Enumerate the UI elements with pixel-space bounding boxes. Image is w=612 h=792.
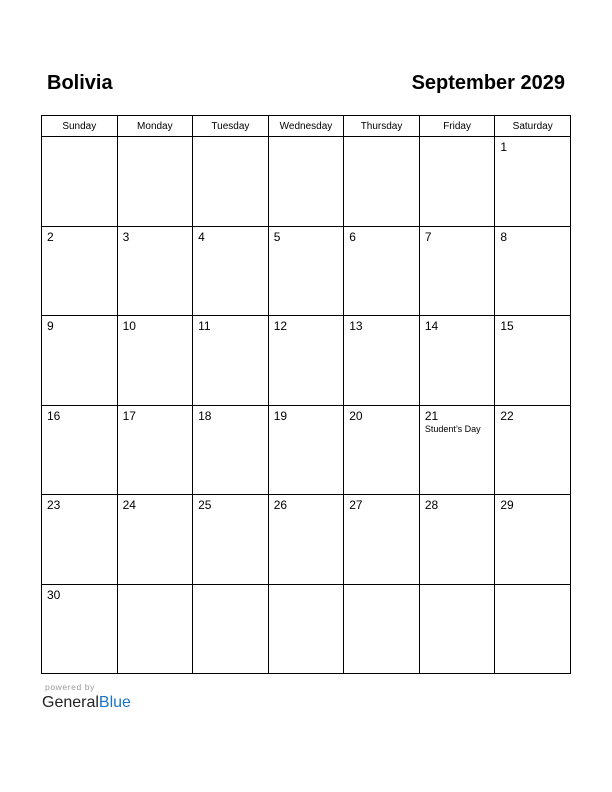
day-number: 1 [500, 140, 508, 154]
holiday-label: Student’s Day [424, 423, 481, 434]
day-cell [42, 405, 118, 495]
day-number: 14 [424, 319, 439, 333]
day-cell [419, 316, 495, 406]
day-cell [344, 495, 420, 585]
day-number: 21 [424, 408, 439, 423]
day-number [420, 585, 495, 588]
day-cell [268, 405, 344, 495]
day-cell [193, 137, 269, 227]
day-number [269, 137, 344, 140]
day-cell [117, 584, 193, 674]
day-number: 23 [47, 498, 61, 512]
day-number: 10 [122, 319, 136, 333]
day-number: 27 [349, 498, 363, 512]
day-cell [495, 226, 571, 316]
day-number: 3 [122, 229, 130, 244]
day-cell [344, 137, 420, 227]
day-cell [419, 405, 495, 495]
weekday-header-saturday: Saturday [495, 116, 571, 137]
day-number: 9 [47, 319, 54, 333]
day-number: 4 [198, 229, 205, 244]
day-cell [495, 405, 571, 495]
day-number [344, 585, 419, 588]
day-cell [419, 137, 495, 227]
day-cell [193, 405, 269, 495]
day-cell [42, 226, 118, 316]
day-number: 20 [349, 408, 363, 423]
day-number: 11 [198, 319, 211, 333]
calendar-grid [41, 115, 571, 674]
powered-by-text: powered by [45, 682, 95, 692]
day-cell [344, 405, 420, 495]
day-number: 15 [500, 319, 514, 333]
day-cell [193, 316, 269, 406]
day-cell [42, 316, 118, 406]
day-cell [495, 316, 571, 406]
day-number [42, 137, 117, 140]
week-row [42, 226, 571, 316]
day-number: 5 [273, 229, 281, 244]
day-number [193, 137, 268, 140]
day-cell [42, 495, 118, 585]
day-cell [268, 495, 344, 585]
day-number: 17 [122, 408, 136, 423]
day-number [269, 585, 344, 588]
day-number: 29 [500, 498, 514, 512]
day-number [344, 137, 419, 140]
day-cell [268, 226, 344, 316]
day-cell [117, 495, 193, 585]
brand-blue-text: Blue [98, 694, 131, 711]
day-number [118, 585, 193, 588]
day-number: 25 [198, 498, 212, 512]
day-cell [268, 584, 344, 674]
week-row [42, 405, 571, 495]
day-cell [344, 226, 420, 316]
weekday-header-wednesday: Wednesday [268, 116, 344, 137]
week-row [42, 137, 571, 227]
day-cell [419, 584, 495, 674]
day-number: 22 [500, 408, 514, 423]
week-row [42, 495, 571, 585]
weekday-header-monday: Monday [117, 116, 193, 137]
weekday-header-sunday: Sunday [42, 116, 118, 137]
day-cell [193, 495, 269, 585]
day-number: 6 [349, 229, 356, 244]
day-number: 7 [424, 229, 432, 244]
day-cell [42, 584, 118, 674]
weekday-header-tuesday: Tuesday [193, 116, 269, 137]
day-number: 24 [122, 498, 136, 512]
day-number: 19 [273, 408, 288, 423]
day-cell [193, 584, 269, 674]
brand-general-text: General [42, 694, 99, 711]
day-number: 18 [198, 408, 212, 423]
country-title: Bolivia [47, 72, 113, 94]
day-cell [117, 405, 193, 495]
day-cell [344, 584, 420, 674]
weekday-header-friday: Friday [419, 116, 495, 137]
generalblue-logo[interactable] [42, 693, 131, 713]
day-number: 26 [273, 498, 288, 512]
day-cell [419, 226, 495, 316]
day-cell [117, 226, 193, 316]
day-number [118, 137, 193, 140]
day-cell [344, 316, 420, 406]
day-number: 16 [47, 408, 61, 423]
day-cell [117, 316, 193, 406]
week-row [42, 316, 571, 406]
day-number [495, 585, 570, 588]
day-number: 28 [424, 498, 439, 512]
day-cell [495, 495, 571, 585]
day-cell [117, 137, 193, 227]
day-number: 8 [500, 229, 508, 244]
day-number [193, 585, 268, 588]
day-cell [268, 137, 344, 227]
day-cell [42, 137, 118, 227]
week-row [42, 584, 571, 674]
month-year-title: September 2029 [411, 72, 565, 94]
day-cell [495, 584, 571, 674]
day-number: 12 [273, 319, 288, 333]
day-number: 13 [349, 319, 363, 333]
weekday-header-thursday: Thursday [344, 116, 420, 137]
day-cell [495, 137, 571, 227]
day-number [420, 137, 495, 140]
day-number: 2 [47, 229, 54, 244]
day-number: 30 [47, 587, 61, 602]
day-cell [419, 495, 495, 585]
day-cell [268, 316, 344, 406]
weekday-header-row [42, 116, 571, 137]
day-cell [193, 226, 269, 316]
